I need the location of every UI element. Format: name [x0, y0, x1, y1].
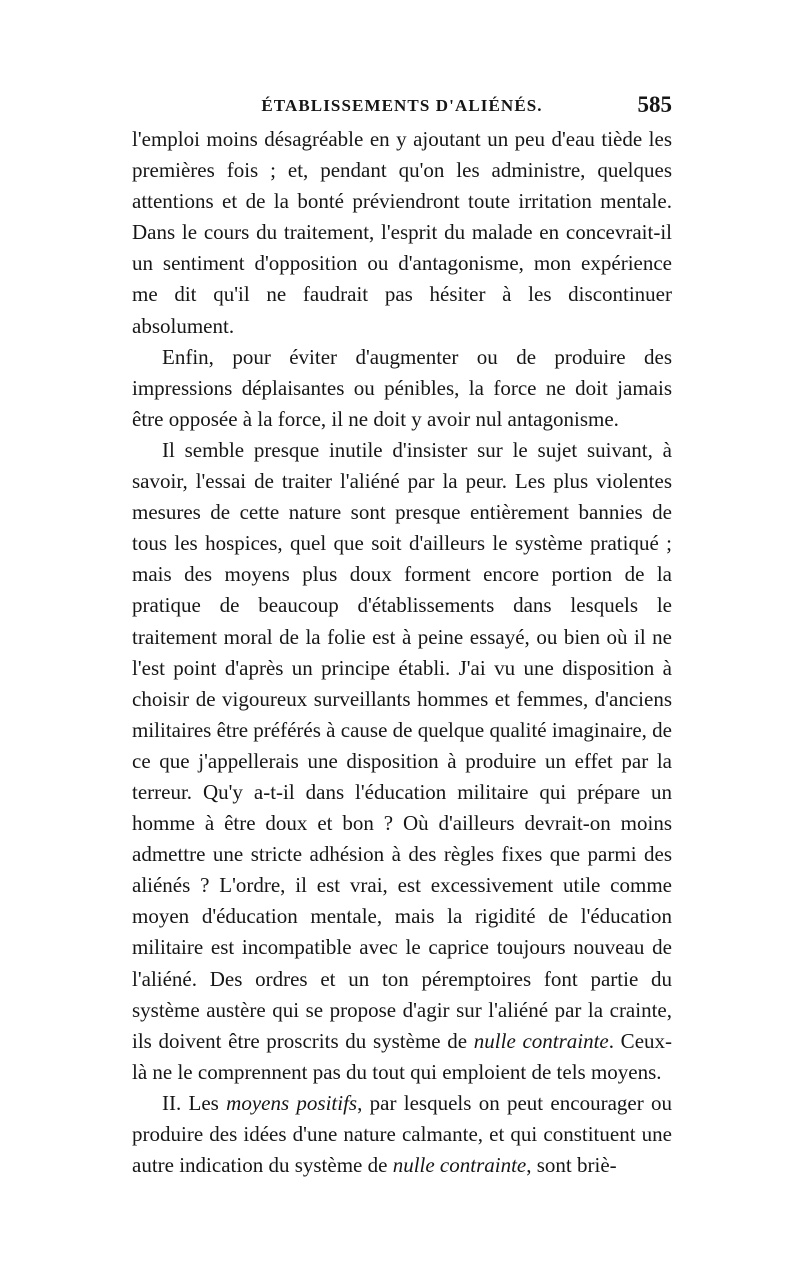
paragraph-4-italic-2: nulle contrainte — [392, 1153, 527, 1178]
paragraph-4-italic-1: moyens positifs — [226, 1090, 358, 1115]
paragraph-4-end: , sont briè- — [526, 1153, 617, 1178]
paragraph-3-end: . Ceux-là ne le comprennent pas du tout qui emploient de tels moyens. — [132, 1028, 673, 1084]
paragraph-4 — [132, 1088, 672, 1181]
paragraph-3 — [132, 435, 672, 1088]
paragraph-1: l'emploi moins désagréable en y ajoutant un peu d'eau tiède les premières fois ; et, pendant qu'on les administre, quelques attentions et de la bonté préviendront toute irritation mentale. Dans le cours du traitement, l'esprit du malade en concevrait-il un sentiment d'opposition ou d'antagonisme, mon expérience me dit qu'il ne faudrait pas hésiter à les discontinuer absolument. — [132, 127, 672, 338]
paragraph-4-start: II. Les — [162, 1090, 219, 1115]
paragraph-2: Enfin, pour éviter d'augmenter ou de produire des impressions déplaisantes ou pénibles, la force ne doit jamais être opposée à la force, il ne doit y avoir nul antagonisme. — [132, 344, 672, 431]
paragraph-3-text: Il semble presque inutile d'insister sur le sujet suivant, à savoir, l'essai de traiter l'aliéné par la peur. Les plus violentes mesures de cette nature sont presque entièrement bannies de tous les hospices, quel que soit d'ailleurs le système pratiqué ; mais des moyens plus doux forment encore portion de la pratique de beaucoup d'établissements dans lesquels le traitement moral de la folie est à peine essayé, ou bien où il ne l'est point d'après un principe établi. J'ai vu une disposition à choisir de vigoureux surveillants hommes et femmes, d'anciens militaires être préférés à cause de quelque qualité imaginaire, de ce que j'appellerais une disposition à produire un effet par la terreur. Qu'y a-t-il dans l'éducation militaire qui prépare un homme à être doux et bon ? Où d'ailleurs devrait-on moins admettre une stricte adhésion à des règles fixes que parmi des aliénés ? L'ordre, il est vrai, est excessivement utile comme moyen d'éducation mentale, mais la rigidité de l'éducation militaire est incompatible avec le caprice toujours nouveau de l'aliéné. Des ordres et un ton péremptoires font partie du système austère qui se propose d'agir sur l'aliéné par la crainte, ils doivent être proscrits du système de — [132, 437, 672, 1053]
body-text — [132, 124, 672, 1181]
paragraph-3-italic: nulle contrainte — [473, 1028, 609, 1053]
paragraph-4-middle: , par lesquels on peut encourager ou produire des idées d'une nature calmante, et qui constituent une autre indication du système de — [132, 1090, 672, 1178]
running-head — [132, 92, 672, 120]
page-number: 585 — [637, 92, 672, 117]
running-title: ÉTABLISSEMENTS D'ALIÉNÉS. — [261, 96, 543, 115]
